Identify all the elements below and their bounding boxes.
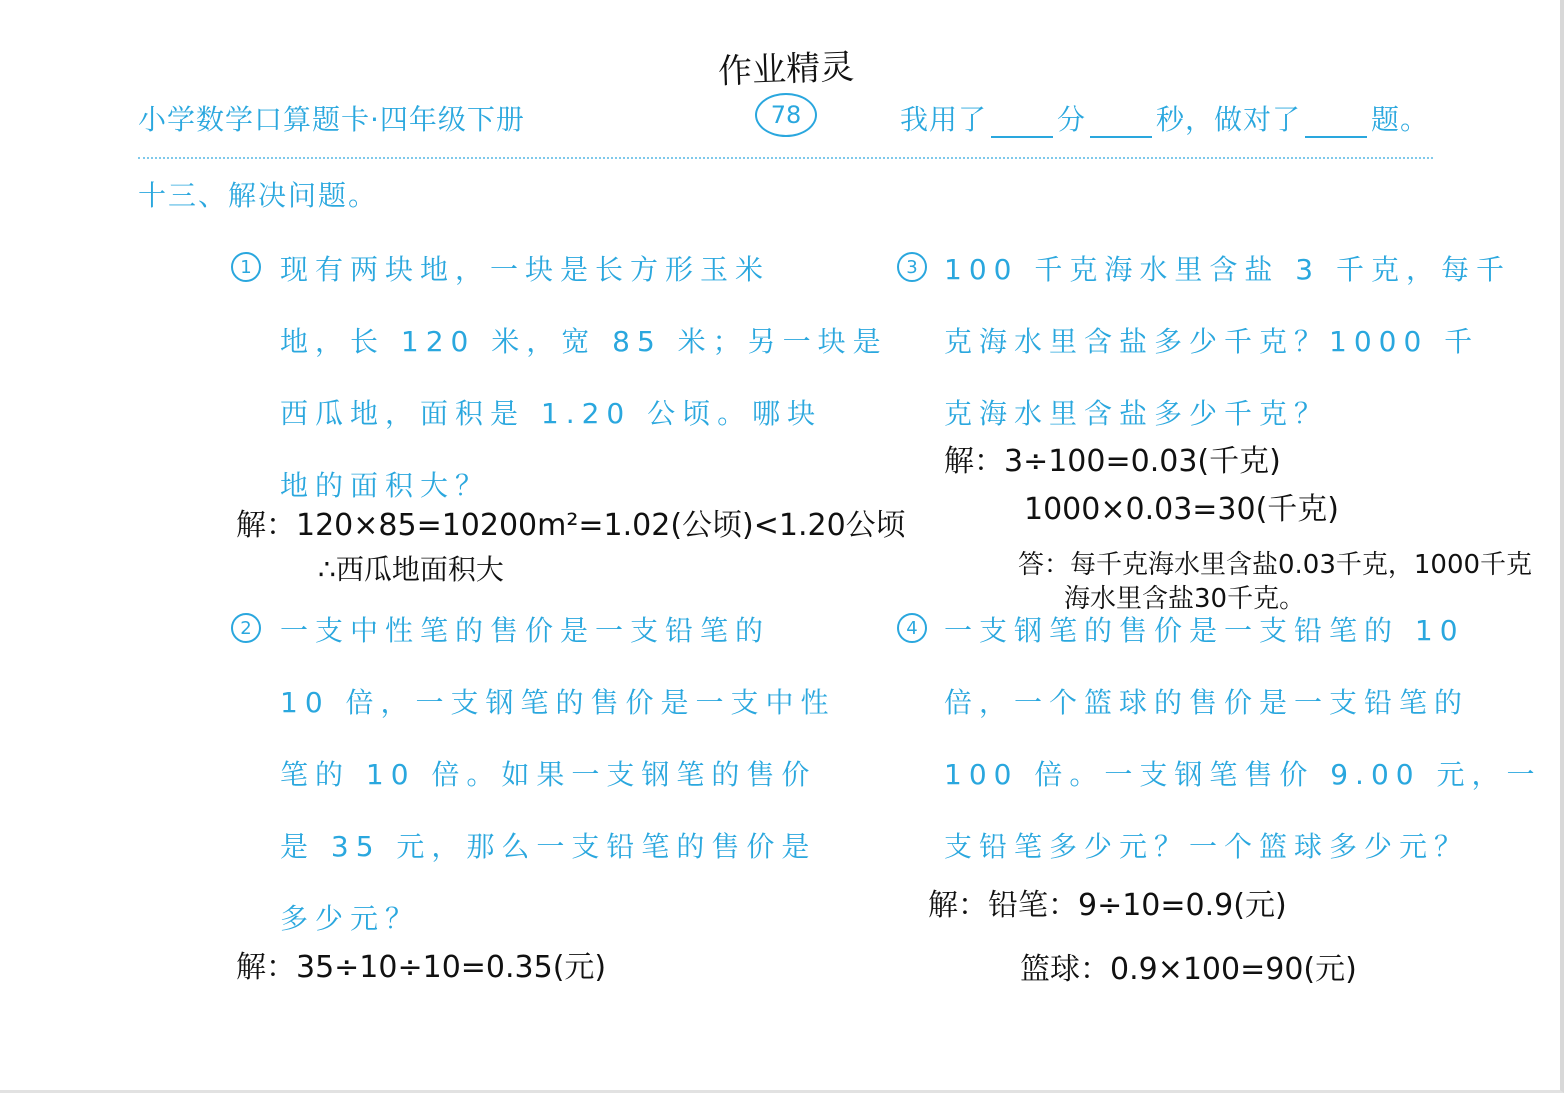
handwritten-answer: 篮球：0.9×100=90(元)	[1020, 952, 1357, 987]
record-label-2: 分	[1057, 103, 1087, 136]
record-label-4: 题。	[1371, 103, 1430, 136]
handwritten-answer: 解：120×85=10200m²=1.02(公顷)<1.20公顷	[236, 508, 906, 543]
record-label-3: 秒，做对了	[1156, 103, 1302, 136]
problem-number: 1	[231, 252, 261, 282]
handwritten-answer: 1000×0.03=30(千克)	[1024, 492, 1339, 527]
problem-text-line: 是 35 元，那么一支铅笔的售价是	[280, 830, 817, 863]
handwritten-note: 作业精灵	[717, 47, 855, 92]
problem-number: 2	[231, 613, 261, 643]
handwritten-answer: 解：铅笔：9÷10=0.9(元)	[928, 888, 1287, 923]
problem-number: 3	[897, 252, 927, 282]
correct-count-blank	[1305, 110, 1367, 138]
handwritten-answer: 答：每千克海水里含盐0.03千克，1000千克	[1018, 550, 1533, 580]
minutes-blank	[991, 110, 1053, 138]
problem-text-line: 多少元？	[280, 902, 421, 935]
problem-text-line: 地，长 120 米，宽 85 米；另一块是	[280, 325, 888, 358]
problem-text-line: 地的面积大？	[280, 469, 491, 502]
problem-text-line: 克海水里含盐多少千克？1000 千	[944, 325, 1480, 358]
header-divider	[138, 157, 1433, 159]
problem-text-line: 一支中性笔的售价是一支铅笔的	[280, 614, 771, 647]
page-title: 小学数学口算题卡·四年级下册	[138, 103, 525, 136]
problem-text-line: 倍，一个篮球的售价是一支铅笔的	[944, 686, 1470, 719]
problem-number: 4	[897, 613, 927, 643]
problem-text-line: 笔的 10 倍。如果一支钢笔的售价	[280, 758, 817, 791]
problem-text-line: 现有两块地，一块是长方形玉米	[280, 253, 771, 286]
problem-text-line: 10 倍，一支钢笔的售价是一支中性	[280, 686, 836, 719]
problem-text-line: 西瓜地，面积是 1.20 公顷。哪块	[280, 397, 823, 430]
handwritten-answer: 海水里含盐30千克。	[1064, 584, 1306, 614]
problem-text-line: 100 千克海水里含盐 3 千克，每千	[944, 253, 1511, 286]
record-label-1: 我用了	[900, 103, 988, 136]
handwritten-answer: ∴西瓜地面积大	[318, 553, 504, 586]
problem-text-line: 100 倍。一支钢笔售价 9.00 元，一	[944, 758, 1542, 791]
problem-text-line: 克海水里含盐多少千克？	[944, 397, 1330, 430]
problem-text-line: 支铅笔多少元？一个篮球多少元？	[944, 830, 1470, 863]
handwritten-answer: 解：35÷10÷10=0.35(元)	[236, 950, 607, 985]
score-record	[900, 98, 1429, 138]
handwritten-answer: 解：3÷100=0.03(千克)	[944, 444, 1281, 479]
problem-text-line: 一支钢笔的售价是一支铅笔的 10	[944, 614, 1465, 647]
page-number: 78	[755, 93, 817, 137]
section-title: 十三、解决问题。	[138, 179, 379, 212]
seconds-blank	[1090, 110, 1152, 138]
